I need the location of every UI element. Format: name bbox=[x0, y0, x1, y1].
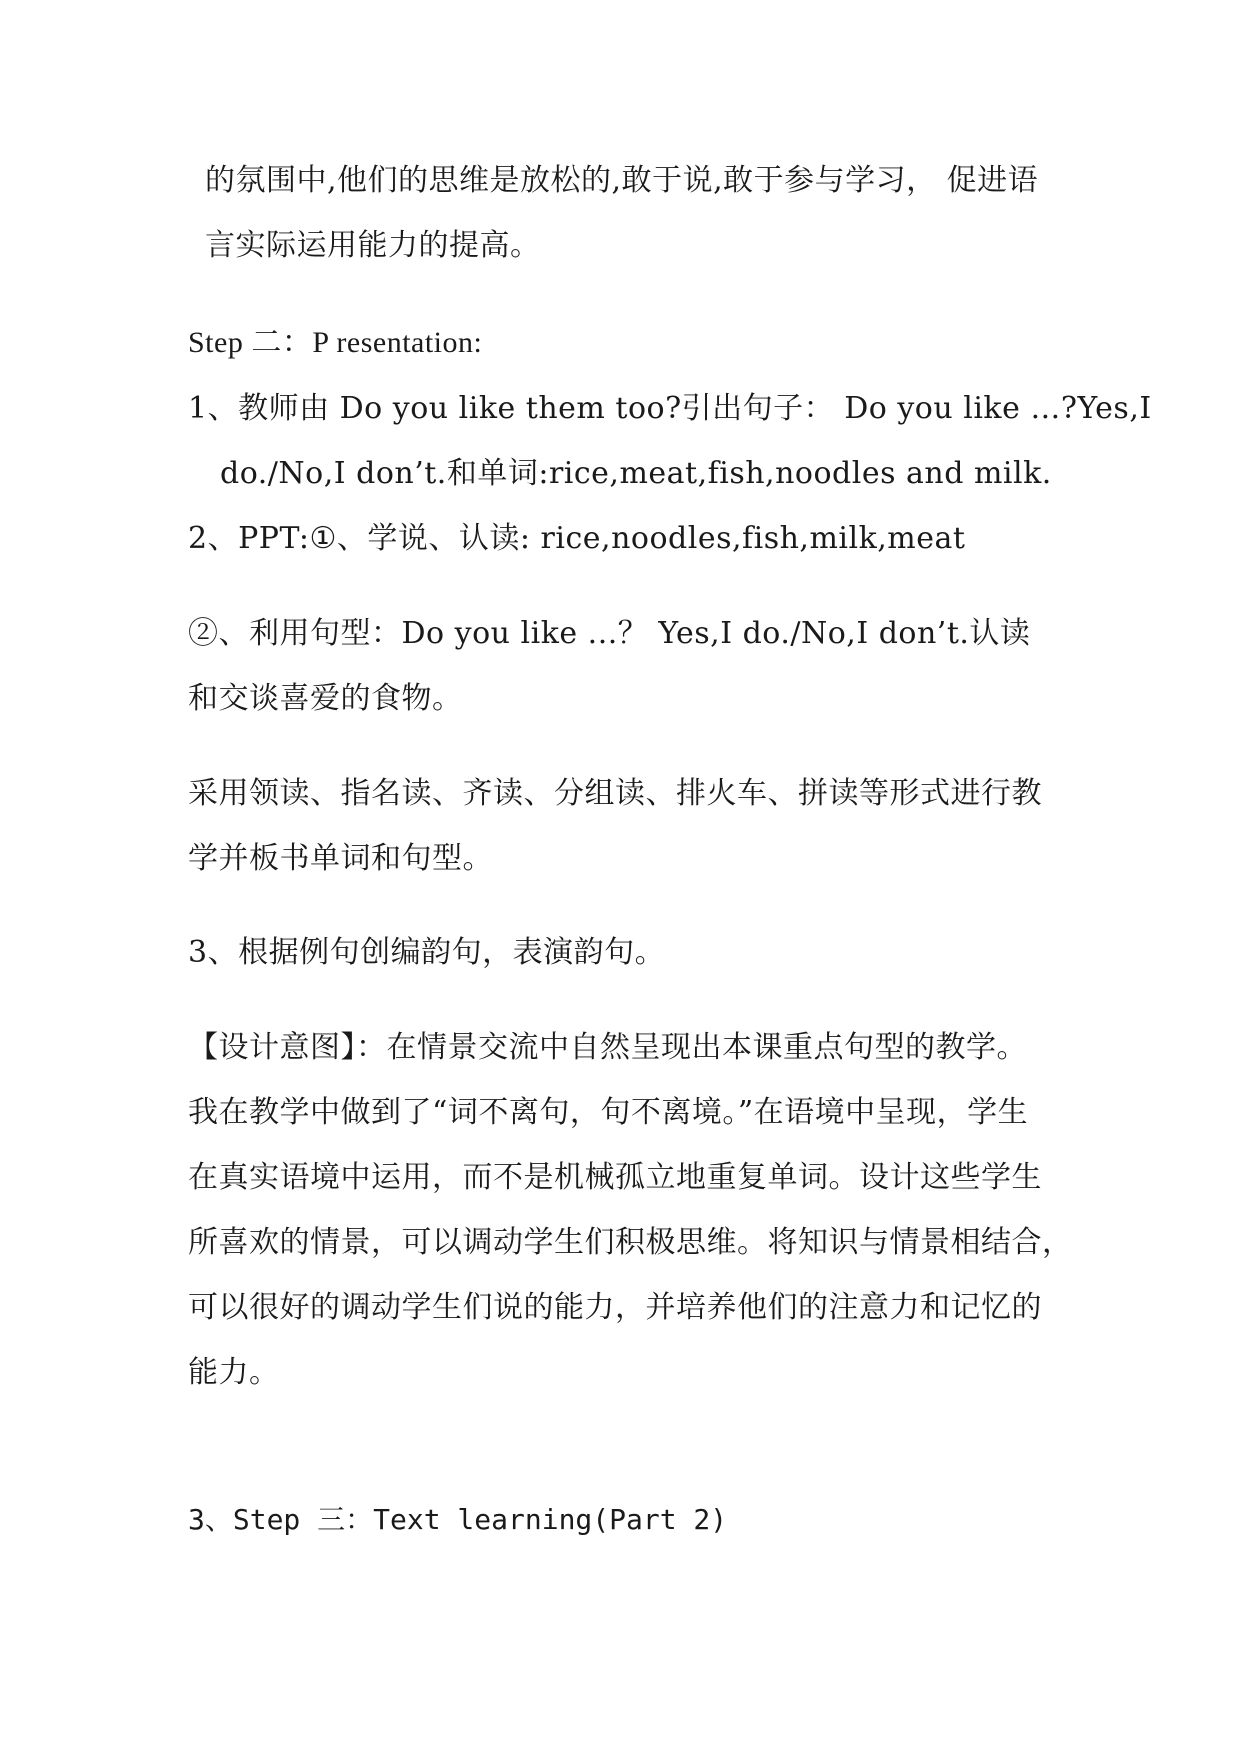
paragraph-line: 采用领读、指名读、齐读、分组读、排火车、拼读等形式进行教 bbox=[188, 776, 1042, 811]
paragraph-line: 所喜欢的情景，可以调动学生们积极思维。将知识与情景相结合， bbox=[188, 1225, 1073, 1260]
paragraph-line: 的氛围中,他们的思维是放松的,敢于说,敢于参与学习， 促进语 bbox=[205, 163, 1039, 198]
paragraph-line: 学并板书单词和句型。 bbox=[188, 841, 493, 876]
list-item: ②、利用句型：Do you like ...？ Yes,I do./No,I don’t.认读 bbox=[188, 616, 1031, 651]
design-intent-heading: 【设计意图】：在情景交流中自然呈现出本课重点句型的教学。 bbox=[188, 1030, 1027, 1065]
list-item: 3、根据例句创编韵句，表演韵句。 bbox=[188, 935, 666, 970]
paragraph-line: 言实际运用能力的提高。 bbox=[205, 228, 541, 263]
list-item: 1、教师由 Do you like them too?引出句子： Do you like …?Yes,I bbox=[188, 391, 1152, 426]
section-heading: Step 二：P resentation: bbox=[188, 326, 483, 359]
paragraph-line: 我在教学中做到了“词不离句，句不离境。”在语境中呈现，学生 bbox=[188, 1095, 1029, 1130]
paragraph-line: 可以很好的调动学生们说的能力，并培养他们的注意力和记忆的 bbox=[188, 1290, 1042, 1325]
list-item-continuation: do./No,I don’t.和单词:rice,meat,fish,noodles and milk. bbox=[220, 456, 1052, 491]
section-heading: 3、Step 三：Text learning(Part 2) bbox=[188, 1503, 728, 1536]
paragraph-line: 能力。 bbox=[188, 1355, 280, 1390]
paragraph-line: 和交谈喜爱的食物。 bbox=[188, 681, 463, 716]
list-item: 2、PPT:①、学说、认读: rice,noodles,fish,milk,meat bbox=[188, 521, 966, 556]
paragraph-line: 在真实语境中运用，而不是机械孤立地重复单词。设计这些学生 bbox=[188, 1160, 1042, 1195]
